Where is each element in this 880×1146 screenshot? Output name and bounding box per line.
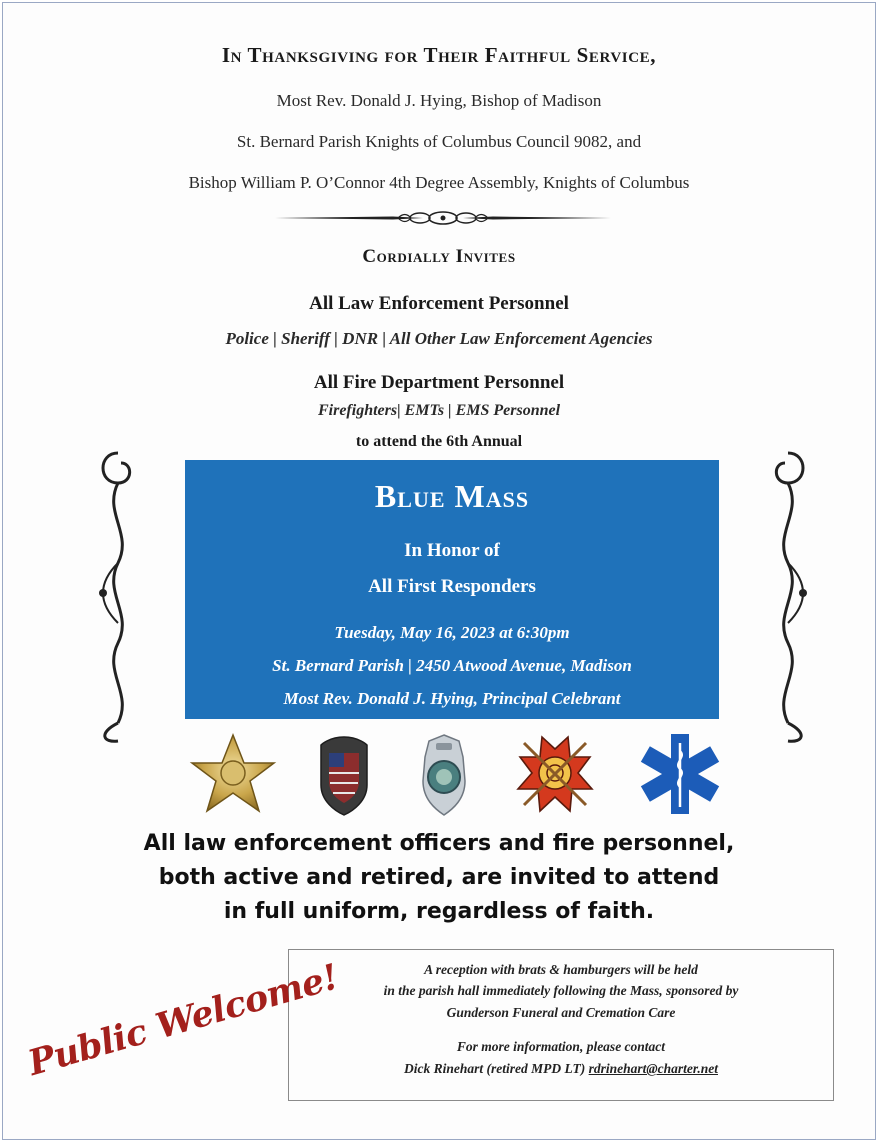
header-line-council: St. Bernard Parish Knights of Columbus Council 9082, and bbox=[236, 132, 642, 151]
public-welcome-script: Public Welcome! bbox=[23, 956, 343, 1084]
attend-line: to attend the 6th Annual bbox=[355, 433, 523, 450]
event-location: St. Bernard Parish | 2450 Atwood Avenue, Madison bbox=[272, 656, 632, 675]
police-badge-icon bbox=[299, 731, 389, 817]
header-heading: In Thanksgiving for Their Faithful Service, bbox=[221, 43, 657, 67]
event-honor-line1: In Honor of bbox=[404, 540, 500, 561]
header-line-assembly: Bishop William P. O’Connor 4th Degree Assembly, Knights of Columbus bbox=[188, 173, 690, 192]
invitation-line-1: All law enforcement officers and fire personnel, bbox=[143, 831, 735, 856]
contact-email-link[interactable]: rdrinehart@charter.net bbox=[588, 1061, 718, 1076]
invitation-line-3: in full uniform, regardless of faith. bbox=[223, 899, 655, 924]
event-title: Blue Mass bbox=[374, 478, 530, 514]
reception-info-box bbox=[288, 949, 834, 1101]
fire-department-maltese-cross-icon bbox=[510, 731, 600, 817]
contact-details bbox=[289, 1061, 833, 1077]
right-scroll-ornament bbox=[763, 443, 813, 743]
law-enforcement-title: All Law Enforcement Personnel bbox=[309, 293, 569, 314]
contact-line: For more information, please contact bbox=[456, 1039, 666, 1054]
fire-department-title: All Fire Department Personnel bbox=[313, 372, 565, 393]
left-scroll-ornament bbox=[93, 443, 143, 743]
event-datetime: Tuesday, May 16, 2023 at 6:30pm bbox=[334, 623, 570, 642]
silver-badge-icon bbox=[399, 731, 489, 817]
ornamental-divider bbox=[273, 207, 613, 229]
invitation-line-2: both active and retired, are invited to attend bbox=[158, 865, 720, 890]
star-of-life-icon bbox=[635, 731, 725, 817]
sheriff-star-icon bbox=[188, 731, 278, 817]
reception-sponsor: Gunderson Funeral and Cremation Care bbox=[446, 1005, 676, 1020]
blue-mass-banner bbox=[185, 460, 719, 719]
contact-name: Dick Rinehart (retired MPD LT) bbox=[403, 1061, 586, 1076]
event-celebrant: Most Rev. Donald J. Hying, Principal Celebrant bbox=[283, 689, 621, 708]
header-line-bishop: Most Rev. Donald J. Hying, Bishop of Madison bbox=[276, 91, 602, 110]
law-enforcement-list: Police | Sheriff | DNR | All Other Law Enforcement Agencies bbox=[225, 329, 653, 348]
cordially-invites-label: Cordially Invites bbox=[362, 246, 516, 267]
event-honor-line2: All First Responders bbox=[368, 576, 536, 597]
flyer-page bbox=[2, 2, 876, 1140]
fire-department-list: Firefighters| EMTs | EMS Personnel bbox=[317, 402, 561, 419]
reception-line-2: in the parish hall immediately following the Mass, sponsored by bbox=[383, 983, 739, 998]
reception-line-1: A reception with brats & hamburgers will be held bbox=[424, 962, 698, 977]
